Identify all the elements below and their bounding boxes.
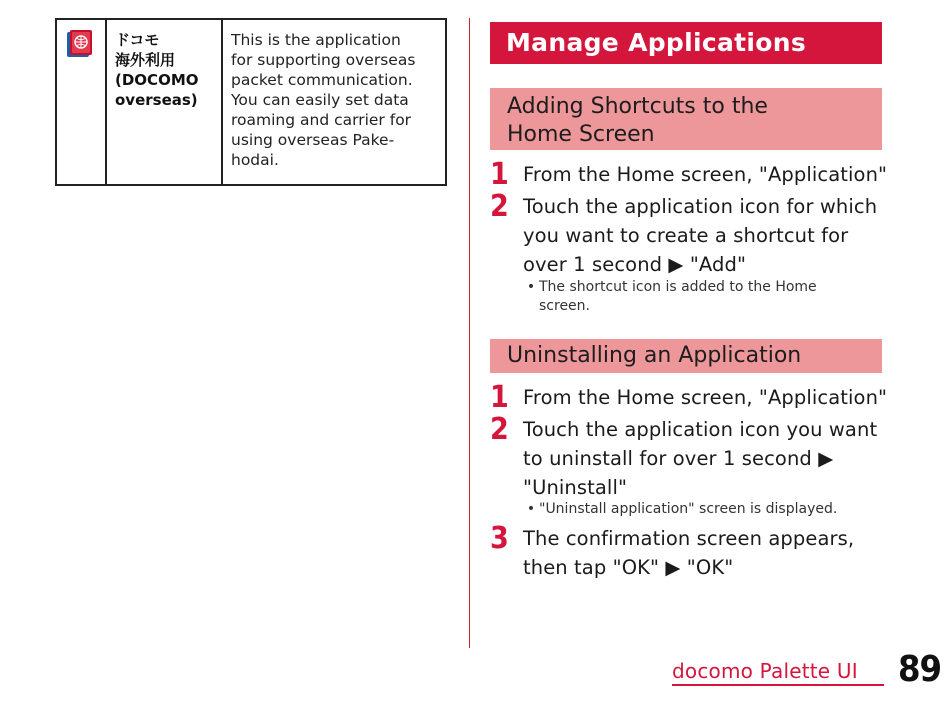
bullet-icon: • [526, 501, 536, 517]
step-text-line: The confirmation screen appears, [523, 527, 855, 550]
column-divider [469, 18, 470, 648]
app-name-line: 海外利用 [115, 51, 176, 69]
page-title: Manage Applications [490, 22, 882, 64]
step-text-line: Touch the application icon you want [523, 418, 878, 441]
step-number: 3 [490, 521, 509, 556]
step-text [523, 192, 888, 279]
step-text-line: "Uninstall" [523, 476, 628, 499]
note-text-line: "Uninstall application" screen is displayed. [539, 501, 838, 517]
app-description-line: This is the application [231, 31, 401, 49]
step-text-line: From the Home screen, "Application" [523, 386, 888, 409]
step-text [523, 160, 888, 189]
note-text-line: The shortcut icon is added to the Home [539, 279, 817, 295]
step-text-line: Touch the application icon for which [523, 195, 878, 218]
footer-section-name: docomo Palette UI [672, 659, 858, 683]
app-name-cell [107, 20, 223, 184]
app-description-line: for supporting overseas [231, 51, 416, 69]
note-item [523, 278, 893, 316]
app-name-line: (DOCOMO [115, 71, 199, 89]
step-text-line: over 1 second ▶ "Add" [523, 253, 747, 276]
section-heading-line: Uninstalling an Application [507, 343, 802, 368]
app-description-line: packet communication. [231, 71, 413, 89]
app-icon-cell [57, 20, 107, 184]
app-name-line: ドコモ [115, 31, 160, 49]
step-number: 1 [490, 157, 509, 192]
step-text-line: you want to create a shortcut for [523, 224, 849, 247]
step-text [523, 524, 888, 582]
bullet-icon: • [526, 279, 536, 295]
section-heading-adding-shortcuts [490, 88, 882, 150]
page-number: 89 [898, 649, 942, 690]
step-text [523, 383, 888, 412]
app-description-line: using overseas Pake- [231, 131, 395, 149]
step-text [523, 415, 888, 502]
section-heading-line: Adding Shortcuts to the [507, 94, 768, 119]
section-heading-line: Home Screen [507, 122, 655, 147]
app-description-cell [223, 20, 445, 184]
step-number: 1 [490, 380, 509, 415]
app-description-line: roaming and carrier for [231, 111, 412, 129]
docomo-overseas-app-icon [65, 29, 95, 59]
step-number: 2 [490, 412, 509, 447]
application-table [55, 18, 447, 186]
app-description-line: You can easily set data [231, 91, 409, 109]
step-text-line: From the Home screen, "Application" [523, 163, 888, 186]
step-text-line: then tap "OK" ▶ "OK" [523, 556, 734, 579]
app-name-line: overseas) [115, 91, 198, 109]
step-text-line: to uninstall for over 1 second ▶ [523, 447, 834, 470]
section-heading-uninstalling [490, 339, 882, 373]
note-item [523, 500, 893, 519]
note-text-line: screen. [539, 298, 590, 314]
step-number: 2 [490, 189, 509, 224]
footer-underline [672, 684, 884, 686]
app-description-line: hodai. [231, 151, 279, 169]
